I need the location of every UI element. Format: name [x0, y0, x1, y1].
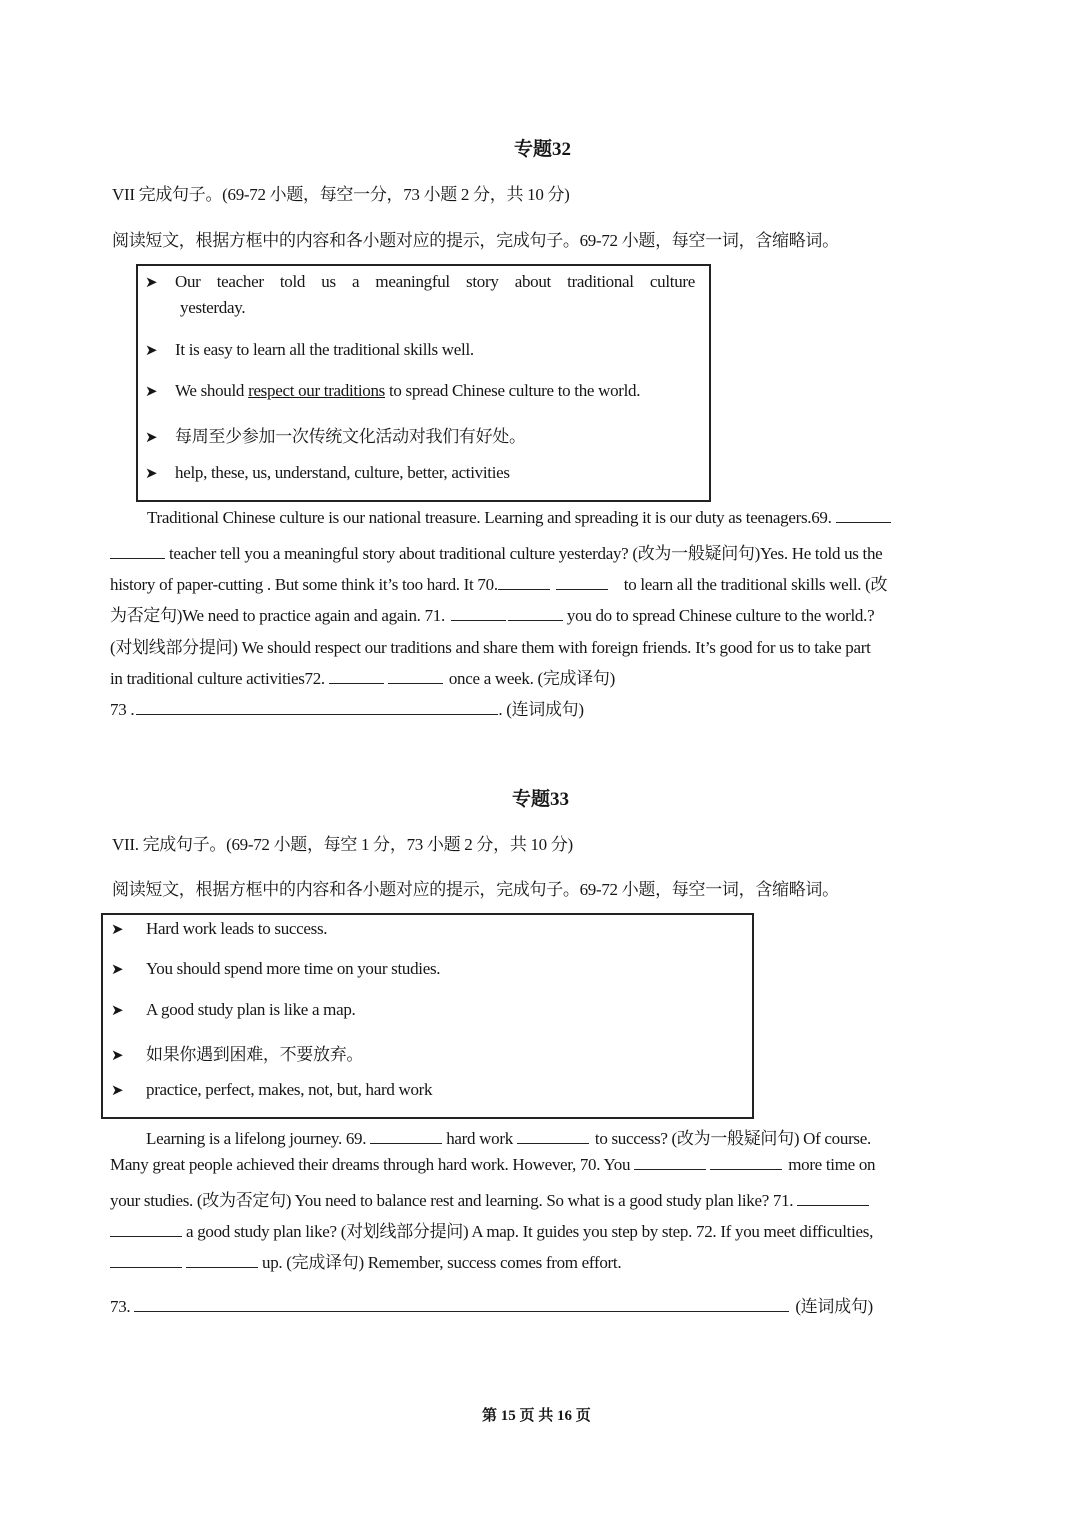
- answer-blank-71b[interactable]: [508, 606, 563, 621]
- section32-passage-line-2: teacher tell you a meaningful story about traditional culture yesterday? (改为一般疑问句)Yes. He told us the: [110, 539, 882, 564]
- section33-box-item-5: ➤ practice, perfect, makes, not, but, hard work: [111, 1080, 433, 1099]
- section32-passage-line-7: 73 . . (连词成句): [110, 700, 584, 719]
- answer-blank-70a[interactable]: [498, 575, 550, 590]
- section33-instructions: 阅读短文，根据方框中的内容和各小题对应的提示，完成句子。69-72 小题，每空一词，含缩略词。: [112, 880, 839, 899]
- section32-passage-line-5: (对划线部分提问) We should respect our traditions and share them with foreign friends. It’s good for us to take part: [110, 638, 871, 657]
- arrow-bullet-icon: ➤: [145, 382, 158, 400]
- answer-blank-73[interactable]: [136, 700, 498, 715]
- section33-heading: VII. 完成句子。(69-72 小题，每空 1 分，73 小题 2 分，共 10 分): [112, 835, 573, 854]
- arrow-bullet-icon: ➤: [111, 960, 124, 978]
- answer-blank-70b[interactable]: [556, 575, 608, 590]
- arrow-bullet-icon: ➤: [111, 1046, 124, 1064]
- section32-passage-line-6: in traditional culture activities72. once a week. (完成译句): [110, 669, 615, 688]
- arrow-bullet-icon: ➤: [111, 1081, 124, 1099]
- answer-blank-69b[interactable]: [517, 1129, 589, 1144]
- arrow-bullet-icon: ➤: [145, 428, 158, 446]
- section32-passage-line-4: 为否定句)We need to practice again and again. 71. you do to spread Chinese culture to the world.?: [110, 606, 875, 625]
- answer-blank-71a[interactable]: [451, 606, 506, 621]
- answer-blank-71b[interactable]: [110, 1222, 182, 1237]
- answer-blank-70b[interactable]: [710, 1155, 782, 1170]
- answer-blank-69a[interactable]: [370, 1129, 442, 1144]
- section32-box-item-1-cont: yesterday.: [180, 298, 246, 317]
- section32-box-item-4: ➤ 每周至少参加一次传统文化活动对我们有好处。: [145, 427, 526, 446]
- section33-passage-line-6: 73. (连词成句): [110, 1297, 873, 1316]
- answer-blank-71a[interactable]: [797, 1191, 869, 1206]
- section32-passage-line-3: history of paper-cutting . But some think it’s too hard. It 70. to learn all the traditional skills well. (改: [110, 575, 888, 594]
- section33-passage-line-3: your studies. (改为否定句) You need to balance rest and learning. So what is a good study plan like? 71.: [110, 1186, 869, 1211]
- section33-passage-line-4: a good study plan like? (对划线部分提问) A map. It guides you step by step. 72. If you meet difficulties,: [110, 1217, 873, 1242]
- section32-box-item-3: ➤ We should respect our traditions to spread Chinese culture to the world.: [145, 381, 641, 400]
- section32-box-item-5: ➤ help, these, us, understand, culture, better, activities: [145, 463, 510, 482]
- arrow-bullet-icon: ➤: [111, 920, 124, 938]
- answer-blank-70a[interactable]: [634, 1155, 706, 1170]
- section33-box-item-3: ➤ A good study plan is like a map.: [111, 1000, 356, 1019]
- arrow-bullet-icon: ➤: [145, 464, 158, 482]
- section33-title: 专题33: [512, 789, 570, 810]
- section33-box-item-1: ➤ Hard work leads to success.: [111, 919, 328, 938]
- section32-heading: VII 完成句子。(69-72 小题，每空一分，73 小题 2 分，共 10 分): [112, 185, 570, 204]
- section33-passage-line-1: Learning is a lifelong journey. 69. hard work to success? (改为一般疑问句) Of course.: [146, 1129, 871, 1148]
- answer-blank-69a[interactable]: [836, 508, 891, 523]
- section33-passage-line-2: Many great people achieved their dreams through hard work. However, 70. You more time on: [110, 1155, 876, 1174]
- arrow-bullet-icon: ➤: [145, 273, 158, 291]
- answer-blank-69b[interactable]: [110, 544, 165, 559]
- section32-title: 专题32: [514, 139, 572, 160]
- underlined-phrase: respect our traditions: [248, 381, 385, 400]
- section33-box-item-2: ➤ You should spend more time on your studies.: [111, 959, 441, 978]
- answer-blank-72b[interactable]: [186, 1253, 258, 1268]
- answer-blank-72a[interactable]: [329, 669, 384, 684]
- arrow-bullet-icon: ➤: [111, 1001, 124, 1019]
- page-number-footer: 第 15 页 共 16 页: [482, 1408, 591, 1424]
- answer-blank-72a[interactable]: [110, 1253, 182, 1268]
- section32-box-item-1: ➤ Our teacher told us a meaningful story about traditional culture: [145, 272, 695, 291]
- answer-blank-73[interactable]: [134, 1297, 789, 1312]
- answer-blank-72b[interactable]: [388, 669, 443, 684]
- section33-box-item-4: ➤ 如果你遇到困难，不要放弃。: [111, 1045, 364, 1064]
- section32-instructions: 阅读短文，根据方框中的内容和各小题对应的提示，完成句子。69-72 小题，每空一词，含缩略词。: [112, 231, 839, 250]
- section33-passage-line-5: up. (完成译句) Remember, success comes from effort.: [110, 1248, 621, 1273]
- arrow-bullet-icon: ➤: [145, 341, 158, 359]
- section32-box-item-2: ➤ It is easy to learn all the traditional skills well.: [145, 340, 474, 359]
- section32-passage-line-1: Traditional Chinese culture is our national treasure. Learning and spreading it is our duty as teenagers.69.: [147, 508, 891, 528]
